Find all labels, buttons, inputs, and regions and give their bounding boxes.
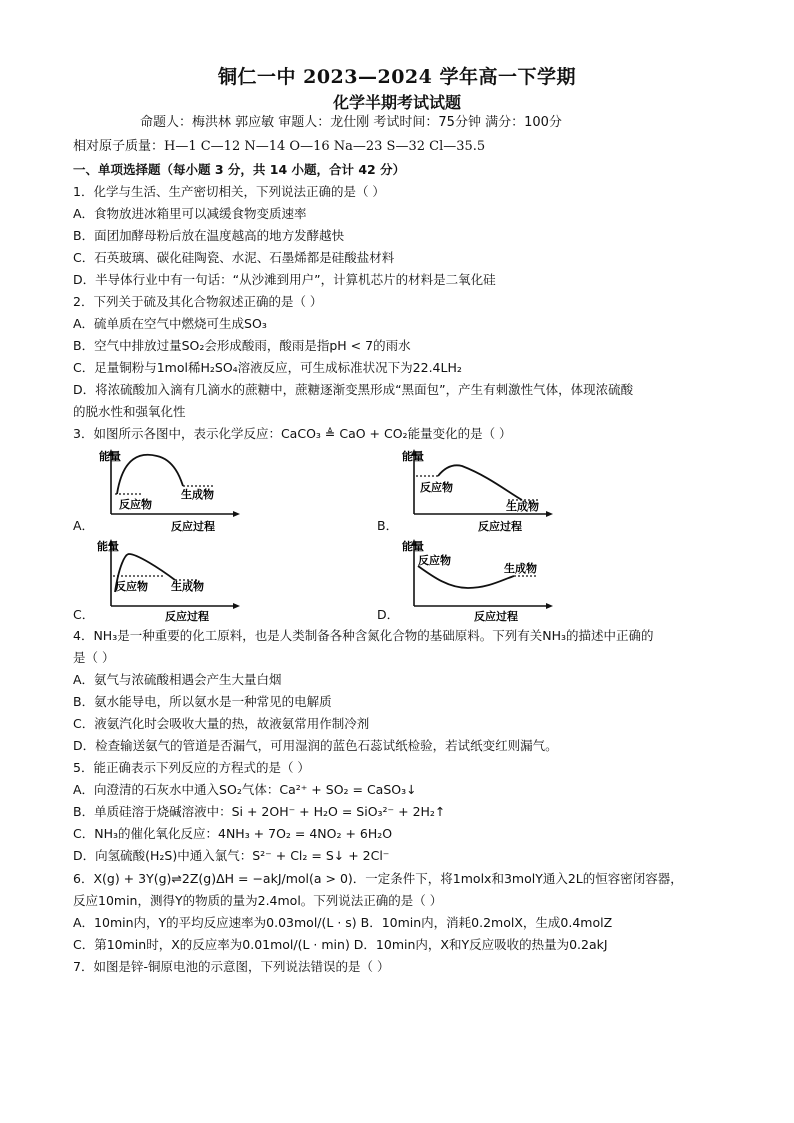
q5-option-b: B．单质硅溶于烧碱溶液中：Si + 2OH⁻ + H₂O = SiO₃²⁻ + 2H₂↑ [73,804,446,819]
q3-b-y-axis-label: 能量 [402,450,424,463]
q3-d-x-axis-label: 反应过程 [474,610,518,623]
q5-stem: 5．能正确表示下列反应的方程式的是（ ） [73,760,310,775]
q2-option-b: B．空气中排放过量SO₂会形成酸雨，酸雨是指pH < 7的雨水 [73,338,411,353]
q2-option-d-line2: 的脱水性和强氧化性 [73,404,186,419]
q6-stem-line1: 6．X(g) + 3Y(g)⇌2Z(g)ΔH = −akJ/mol(a > 0)．一定条件下，将1molx和3molY通入2L的恒容密闭容器， [73,871,683,886]
q5-option-c: C．NH₃的催化氧化反应：4NH₃ + 7O₂ = 4NO₂ + 6H₂O [73,826,393,841]
q6-options-ab: A．10min内，Y的平均反应速率为0.03mol/(L · s) B．10min内，消耗0.2molX，生成0.4molZ [73,915,613,930]
q4-option-a: A．氨气与浓硫酸相遇会产生大量白烟 [73,672,282,687]
exam-subtitle: 化学半期考试试题 [332,93,461,112]
q3-option-c-label: C． [73,607,95,622]
q4-stem-line2: 是（ ） [73,650,115,665]
exam-title: 铜仁一中 2023—2024 学年高一下学期 [218,66,576,88]
q4-stem-line1: 4．NH₃是一种重要的化工原料，也是人类制备各种含氮化合物的基础原料。下列有关NH₃的描述中正确的 [73,628,654,643]
q3-diagram-c [95,536,245,624]
q3-d-reactant: 反应物 [418,554,451,567]
q4-option-c: C．液氨汽化时会吸收大量的热，故液氨常用作制冷剂 [73,716,370,731]
q3-diagram-d [398,536,558,624]
q1-option-b: B．面团加酵母粉后放在温度越高的地方发酵越快 [73,228,345,243]
q3-a-x-axis-label: 反应过程 [171,520,215,533]
q5-option-d: D．向氢硫酸(H₂S)中通入氯气：S²⁻ + Cl₂ = S↓ + 2Cl⁻ [73,848,390,863]
q7-stem: 7．如图是锌-铜原电池的示意图，下列说法错误的是（ ） [73,959,390,974]
q3-a-y-axis-label: 能量 [99,450,121,463]
q3-option-a-label: A． [73,518,95,533]
q3-d-y-axis-label: 能量 [402,540,424,553]
q3-option-d-label: D． [377,607,400,622]
q6-options-cd: C．第10min时，X的反应率为0.01mol/(L · min) D．10min内，X和Y反应吸收的热量为0.2akJ [73,937,608,952]
q2-option-d-line1: D．将浓硫酸加入滴有几滴水的蔗糖中，蔗糖逐渐变黑形成“黑面包”，产生有刺激性气体，体现浓硫酸 [73,382,634,397]
q2-option-c: C．足量铜粉与1mol稀H₂SO₄溶液反应，可生成标准状况下为22.4LH₂ [73,360,462,375]
q3-a-product: 生成物 [181,488,214,501]
q1-option-c: C．石英玻璃、碳化硅陶瓷、水泥、石墨烯都是硅酸盐材料 [73,250,395,265]
q3-option-b-label: B． [377,518,399,533]
q3-a-reactant: 反应物 [119,498,152,511]
q3-b-product: 生成物 [506,500,539,513]
q3-diagram-b [398,446,558,534]
section-heading: 一、单项选择题（每小题 3 分，共 14 小题，合计 42 分） [73,162,406,177]
q4-option-b: B．氨水能导电，所以氨水是一种常见的电解质 [73,694,332,709]
q3-c-product: 生成物 [171,580,204,593]
q3-c-y-axis-label: 能量 [97,540,119,553]
exam-meta: 命题人：梅洪林 郭应敏 审题人：龙仕刚 考试时间：75分钟 满分：100分 [140,115,562,130]
q3-diagram-a [95,446,245,534]
q3-c-reactant: 反应物 [115,580,148,593]
q1-option-d: D．半导体行业中有一句话：“从沙滩到用户”，计算机芯片的材料是二氧化硅 [73,272,496,287]
q6-stem-line2: 反应10min，测得Y的物质的量为2.4mol。下列说法正确的是（ ） [73,893,443,908]
atomic-mass-line: 相对原子质量：H—1 C—12 N—14 O—16 Na—23 S—32 Cl—35.5 [73,139,486,154]
q3-c-x-axis-label: 反应过程 [165,610,209,623]
q2-stem: 2．下列关于硫及其化合物叙述正确的是（ ） [73,294,323,309]
q2-option-a: A．硫单质在空气中燃烧可生成SO₃ [73,316,267,331]
q1-option-a: A．食物放进冰箱里可以减缓食物变质速率 [73,206,307,221]
q5-option-a: A．向澄清的石灰水中通入SO₂气体：Ca²⁺ + SO₂ = CaSO₃↓ [73,782,417,797]
q3-b-x-axis-label: 反应过程 [478,520,522,533]
q3-stem: 3．如图所示各图中，表示化学反应：CaCO₃ ≜ CaO + CO₂能量变化的是（ ） [73,426,512,441]
q3-d-product: 生成物 [504,562,537,575]
q3-b-reactant: 反应物 [420,481,453,494]
q4-option-d: D．检查输送氨气的管道是否漏气，可用湿润的蓝色石蕊试纸检验，若试纸变红则漏气。 [73,738,558,753]
q1-stem: 1．化学与生活、生产密切相关，下列说法正确的是（ ） [73,184,385,199]
